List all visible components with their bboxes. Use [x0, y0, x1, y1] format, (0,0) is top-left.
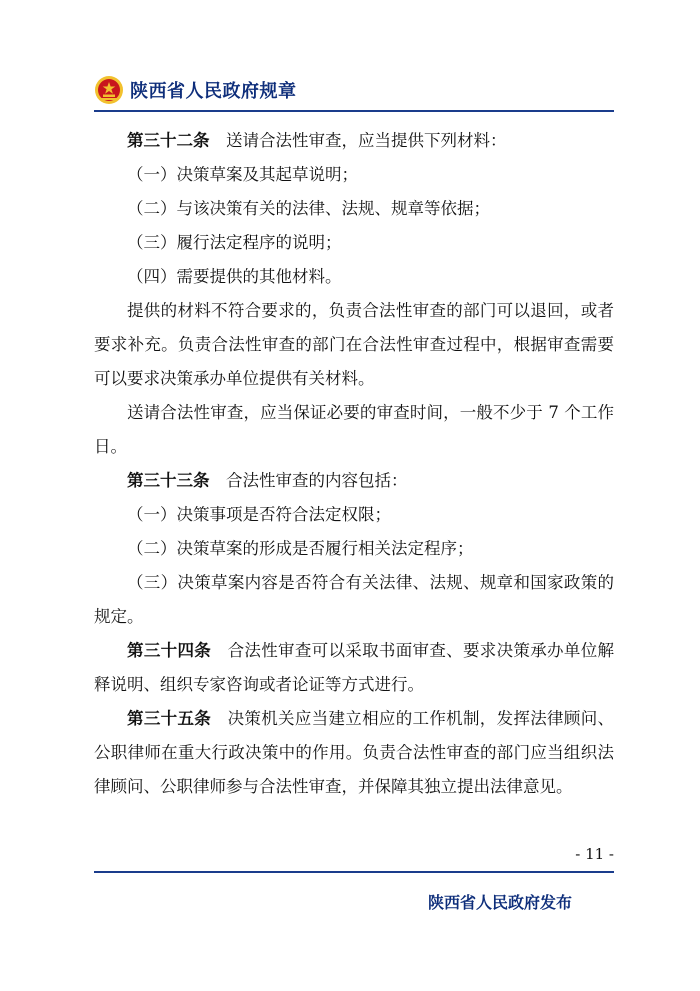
- paragraph-text: （一）决策事项是否符合法定权限；: [127, 505, 391, 524]
- paragraph-text: （四）需要提供的其他材料。: [127, 267, 342, 286]
- paragraph: [94, 498, 614, 532]
- header-title: 陕西省人民政府规章: [130, 81, 297, 102]
- paragraph-text: （二）决策草案的形成是否履行相关法定程序；: [127, 539, 474, 558]
- paragraph-text: （三）决策草案内容是否符合有关法律、法规、规章和国家政策的规定。: [94, 573, 614, 626]
- paragraph-text: （一）决策草案及其起草说明；: [127, 165, 358, 184]
- paragraph-text: 合法性审查可以采取书面审查、要求决策承办单位解释说明、组织专家咨询或者论证等方式进行。: [94, 641, 615, 694]
- page-number: - 11 -: [575, 845, 614, 863]
- paragraph: [94, 634, 614, 702]
- article-number: 第三十二条: [127, 131, 210, 150]
- paragraph-text: 合法性审查的内容包括：: [226, 471, 408, 490]
- paragraph: [94, 124, 614, 158]
- footer-rule: [94, 871, 614, 873]
- paragraph: [94, 294, 614, 396]
- paragraph-text: 送请合法性审查，应当提供下列材料：: [226, 131, 507, 150]
- article-number: 第三十五条: [127, 709, 212, 728]
- page-header: [94, 73, 297, 107]
- paragraph: [94, 260, 614, 294]
- paragraph-text: （二）与该决策有关的法律、法规、规章等依据；: [127, 199, 490, 218]
- paragraph: [94, 702, 614, 804]
- paragraph: [94, 464, 614, 498]
- paragraph: [94, 532, 614, 566]
- paragraph: [94, 396, 614, 464]
- article-number: 第三十三条: [127, 471, 210, 490]
- paragraph-text: 提供的材料不符合要求的，负责合法性审查的部门可以退回，或者要求补充。负责合法性审查的部门在合法性审查过程中，根据审查需要可以要求决策承办单位提供有关材料。: [94, 301, 614, 388]
- footer-publisher: 陕西省人民政府发布: [427, 893, 572, 912]
- paragraph: [94, 192, 614, 226]
- paragraph-text: （三）履行法定程序的说明；: [127, 233, 342, 252]
- header-rule: [94, 110, 614, 112]
- document-body: [94, 124, 614, 804]
- paragraph: [94, 158, 614, 192]
- paragraph: [94, 226, 614, 260]
- article-number: 第三十四条: [127, 641, 212, 660]
- paragraph-text: 送请合法性审查，应当保证必要的审查时间，一般不少于 7 个工作日。: [94, 403, 614, 456]
- paragraph: [94, 566, 614, 634]
- national-emblem-icon: [94, 75, 124, 105]
- paragraph-text: 决策机关应当建立相应的工作机制，发挥法律顾问、公职律师在重大行政决策中的作用。负责合法性审查的部门应当组织法律顾问、公职律师参与合法性审查，并保障其独立提出法律意见。: [94, 709, 615, 796]
